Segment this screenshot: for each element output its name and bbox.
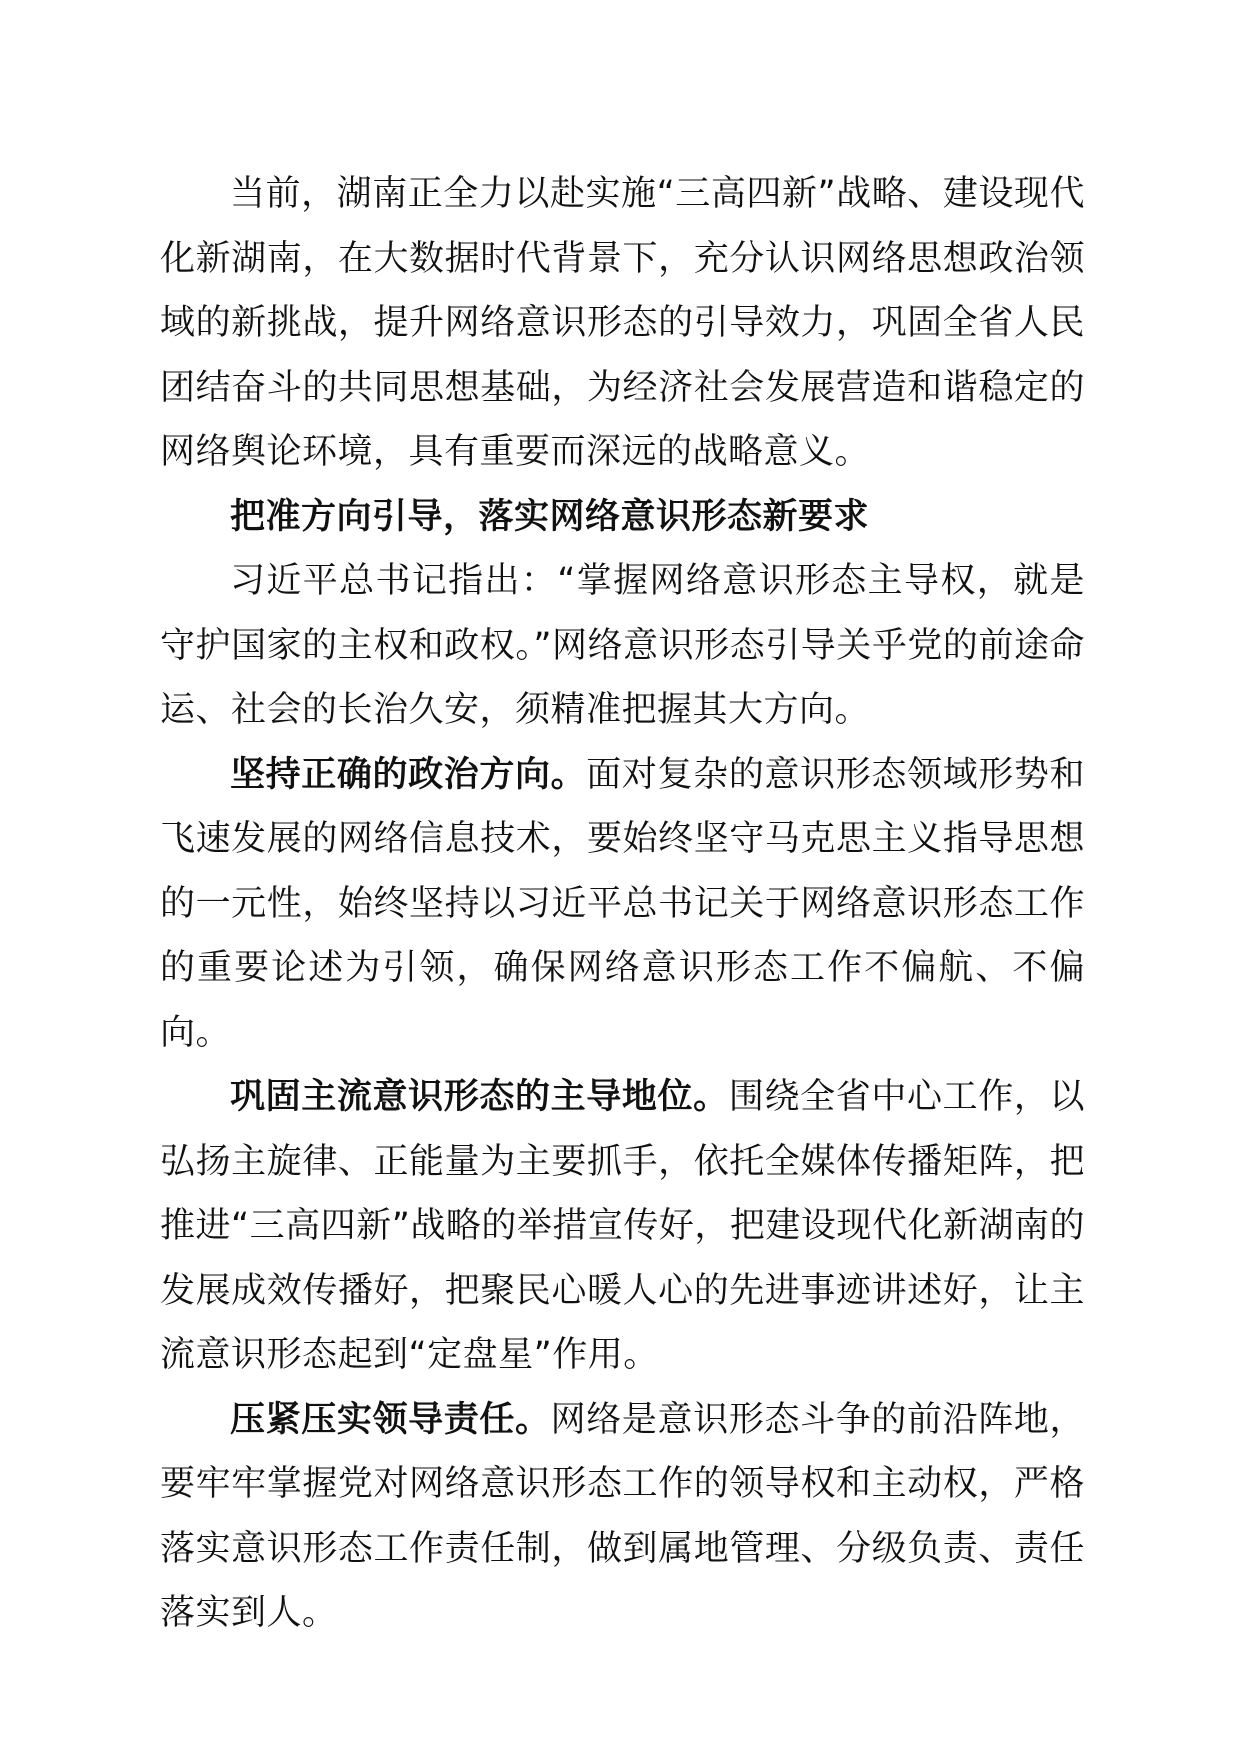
paragraph-lead: 巩固主流意识形态的主导地位。: [230, 1077, 729, 1117]
paragraph-lead: 坚持正确的政治方向。: [230, 754, 587, 795]
paragraph-text: 当前，湖南正全力以赴实施“三高四新”战略、建设现代化新湖南，在大数据时代背景下，充分认识网络思想政治领域的新挑战，提升网络意识形态的引导效力，巩固全省人民团结奋斗的共同思想基础，为经济社会发展营造和谐稳定的网络舆论环境，具有重要而深远的战略意义。: [160, 174, 1085, 472]
paragraph-mainstream: [160, 1065, 1085, 1388]
paragraph-responsibility: [160, 1388, 1085, 1646]
paragraph-text: 围绕全省中心工作，以弘扬主旋律、正能量为主要抓手，依托全媒体传播矩阵，把推进“三高四新”战略的举措宣传好，把建设现代化新湖南的发展成效传播好，把聚民心暖人心的先进事迹讲述好，让主流意识形态起到“定盘星”作用。: [160, 1077, 1085, 1375]
paragraph-intro: [160, 162, 1085, 485]
paragraph-text: 网络是意识形态斗争的前沿阵地，要牢牢掌握党对网络意识形态工作的领导权和主动权，严格落实意识形态工作责任制，做到属地管理、分级负责、责任落实到人。: [160, 1399, 1085, 1633]
paragraph-lead: 压紧压实领导责任。: [230, 1399, 551, 1440]
paragraph-text: 习近平总书记指出：“掌握网络意识形态主导权，就是守护国家的主权和政权。”网络意识形态引导关乎党的前途命运、社会的长治久安，须精准把握其大方向。: [160, 561, 1085, 730]
paragraph-quote: [160, 549, 1085, 743]
heading-text: 把准方向引导，落实网络意识形态新要求: [230, 496, 870, 537]
paragraph-political-direction: [160, 743, 1085, 1066]
article-body: [160, 162, 1085, 1646]
section-heading: [160, 485, 1085, 550]
paragraph-text: 面对复杂的意识形态领域形势和飞速发展的网络信息技术，要始终坚守马克思主义指导思想的一元性，始终坚持以习近平总书记关于网络意识形态工作的重要论述为引领，确保网络意识形态工作不偏航、不偏向。: [160, 754, 1085, 1053]
